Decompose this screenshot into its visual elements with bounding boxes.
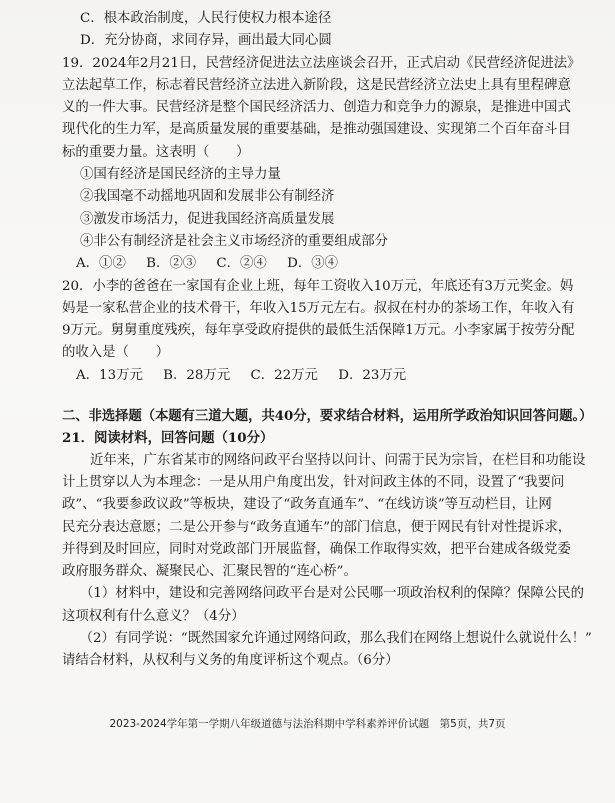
q21-sub1-line: （1）材料中，建设和完善网络问政平台是对公民哪一项政治权利的保障？保障公民的	[80, 586, 584, 602]
q21-material-line: 政”、“我要参政议政”等板块，建设了“政务直通车”、“在线访谈”等互动栏目，让网	[62, 497, 552, 513]
q19-option-d: D．③④	[287, 256, 338, 272]
question-20	[62, 276, 592, 387]
q21-material-line: 近年来，广东省某市的网络问政平台坚持以问计、问需于民为宗旨，在栏目和功能设	[90, 452, 586, 468]
question-21	[62, 427, 592, 672]
question-19	[62, 53, 592, 276]
section-gap	[62, 387, 592, 405]
q21-material-line: 政府服务群众、凝聚民心、汇聚民智的“连心桥”。	[62, 564, 357, 580]
q21-material-line: 并得到及时回应，同时对党政部门开展监督，确保工作取得实效，把平台建成各级党委	[62, 541, 571, 557]
q18-option-d: D．充分协商，求同存异，画出最大同心圆	[80, 33, 332, 49]
q19-options	[62, 253, 592, 275]
q19-stem-line: 立法起草工作，标志着民营经济立法进入新阶段，这是民营经济立法史上具有里程碑意	[62, 77, 571, 93]
q19-stem-line: 19．2024年2月21日，民营经济促进法立法座谈会召开，正式启动《民营经济促进法》	[62, 55, 581, 71]
q20-option-a: A．13万元	[76, 367, 143, 383]
page-content	[62, 8, 592, 673]
q20-stem-line: 9万元。舅舅重度残疾，每年享受政府提供的最低生活保障1万元。小李家属于按劳分配	[62, 323, 575, 339]
q20-stem-line: 妈是一家私营企业的技术骨干，年收入15万元左右。叔叔在村办的茶场工作，年收入有	[62, 300, 575, 316]
section-2-heading: 二、非选择题（本题有三道大题，共40分，要求结合材料，运用所学政治知识回答问题。）	[62, 408, 593, 425]
q20-stem-line: 的收入是（ ）	[62, 345, 170, 361]
q19-option-c: C．②④	[216, 256, 267, 272]
q21-title: 21．阅读材料，回答问题（10分）	[62, 430, 274, 447]
q20-stem-line: 20．小李的爸爸在一家国有企业上班，每年工资收入10万元，年底还有3万元奖金。妈	[62, 278, 574, 294]
q19-option-a: A．①②	[76, 256, 126, 272]
q19-item: ②我国毫不动摇地巩固和发展非公有制经济	[80, 189, 335, 205]
q21-sub2-line: （2）有同学说：“既然国家允许通过网络问政，那么我们在网络上想说什么就说什么！”	[79, 631, 592, 647]
q19-stem-line: 标的重要力量。这表明（ ）	[62, 144, 250, 160]
q18-option-c: C．根本政治制度，人民行使权力根本途径	[80, 11, 332, 26]
q19-stem-line: 现代化的生力军，是高质量发展的重要基础，是推动强国建设、实现第二个百年奋斗目	[62, 122, 571, 138]
q19-item: ③激发市场活力，促进我国经济高质量发展	[80, 211, 335, 227]
q21-sub1-line: 这项权利有什么意义？（4分）	[62, 608, 245, 624]
q20-option-b: B．28万元	[163, 367, 231, 383]
q21-sub2-line: 请结合材料，从权利与义务的角度评析这个观点。（6分）	[62, 653, 399, 669]
page-footer: 2023-2024学年第一学期八年级道德与法治科期中学科素养评价试题 第5页，共7页	[109, 718, 506, 730]
q21-material-line: 计上贯穿以人为本理念：一是从用户角度出发，针对问政主体的不同，设置了“我要问	[62, 474, 565, 490]
q20-option-d: D．23万元	[338, 367, 407, 383]
q19-item: ①国有经济是国民经济的主导力量	[80, 167, 281, 183]
q19-item: ④非公有制经济是社会主义市场经济的重要组成部分	[80, 233, 388, 249]
q20-options	[62, 365, 592, 387]
q20-option-c: C．22万元	[250, 367, 318, 383]
q21-material-line: 民充分表达意愿；二是公开参与“政务直通车”的部门信息，便于网民有针对性提诉求，	[62, 519, 572, 535]
q19-option-b: B．②③	[146, 256, 197, 272]
q19-stem-line: 义的一件大事。民营经济是整个国民经济活力、创造力和竞争力的源泉，是推进中国式	[62, 100, 571, 116]
